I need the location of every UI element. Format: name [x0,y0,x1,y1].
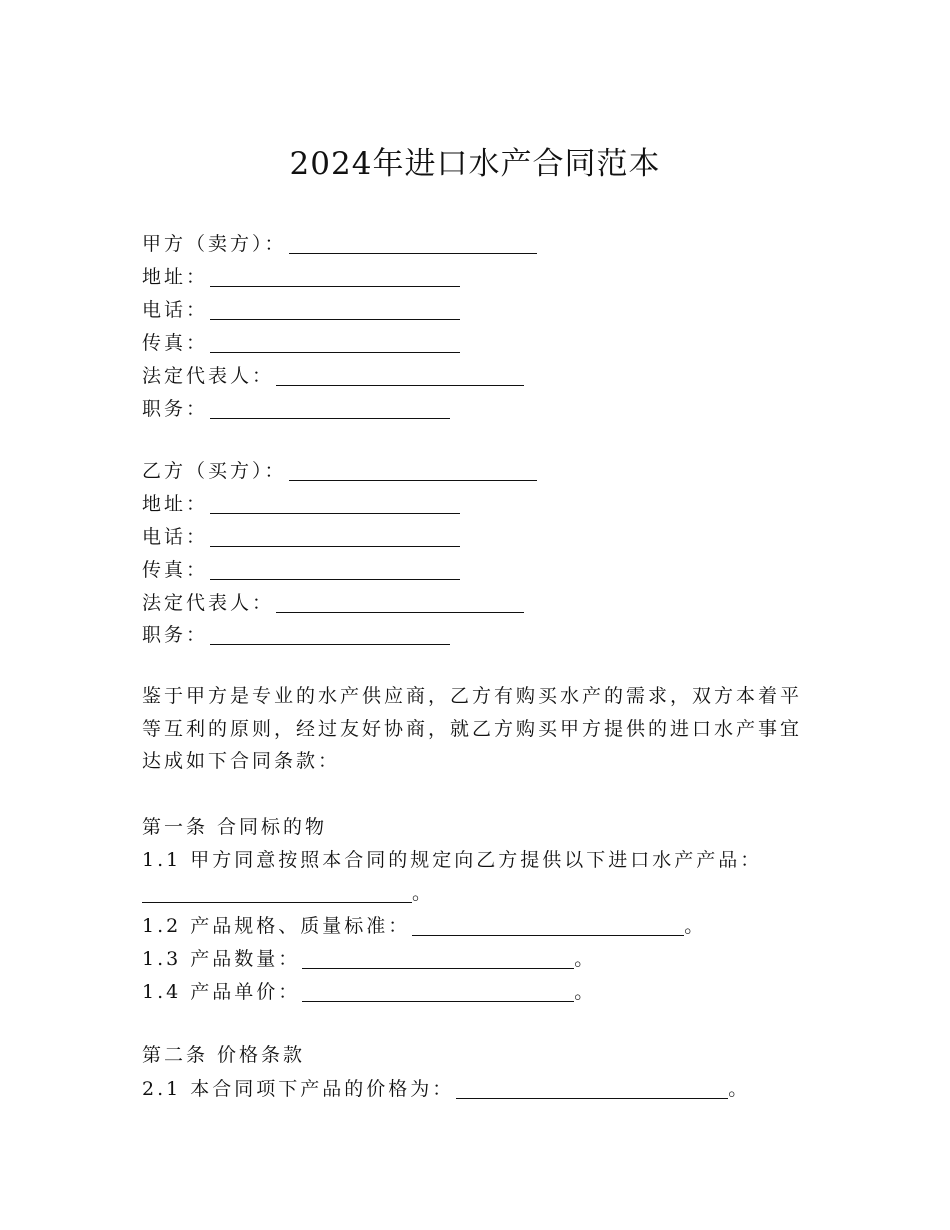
party-b-phone-label: 电话： [142,526,209,548]
party-a-phone-blank [210,299,460,320]
party-a-address-line [142,265,460,289]
clause-2-1-period: 。 [728,1078,751,1100]
party-a-position-label: 职务： [142,398,209,420]
party-a-fax-blank [210,332,460,353]
article-1-heading: 第一条 合同标的物 [142,816,328,838]
clause-1-4: 1.4 产品单价： [142,981,301,1003]
article-2-heading: 第二条 价格条款 [142,1044,306,1066]
party-b-address-blank [210,493,460,514]
party-a-fax-line [142,331,460,355]
party-b-phone-blank [210,526,460,547]
preamble-paragraph: 鉴于甲方是专业的水产供应商，乙方有购买水产的需求，双方本着平等互利的原则，经过友好协商，就乙方购买甲方提供的进口水产事宜达成如下合同条款： [142,685,803,773]
party-a-fax-label: 传真： [142,332,209,354]
clause-1-2-blank [412,915,684,936]
party-b-position-blank [210,624,450,645]
clause-1-2-period: 。 [684,915,707,937]
party-a-address-label: 地址： [142,266,209,288]
document-title: 2024年进口水产合同范本 [289,146,661,182]
party-b-legal-rep-line [142,591,524,615]
party-a-position-line [142,397,450,421]
party-a-legal-rep-line [142,364,524,388]
party-a-legal-rep-blank [276,365,524,386]
clause-2-1-line [142,1077,750,1101]
clause-1-3-period: 。 [574,948,597,970]
party-b-address-line [142,492,460,516]
party-b-fax-blank [210,559,460,580]
party-b-label: 乙方（买方）： [142,460,287,482]
party-b-legal-rep-blank [276,592,524,613]
clause-1-1-fill-line [142,881,434,905]
clause-1-1-period: 。 [412,882,435,904]
clause-1-4-line [142,980,596,1004]
party-a-line [142,232,537,256]
party-a-phone-line [142,298,460,322]
party-b-line [142,459,537,483]
party-b-address-label: 地址： [142,493,209,515]
party-a-position-blank [210,398,450,419]
party-b-position-line [142,623,450,647]
party-b-fax-label: 传真： [142,559,209,581]
party-a-name-blank [289,233,537,254]
party-b-position-label: 职务： [142,624,209,646]
clause-2-1-blank [456,1078,728,1099]
clause-1-4-period: 。 [574,981,597,1003]
clause-1-1: 1.1 甲方同意按照本合同的规定向乙方提供以下进口水产产品： [142,849,763,871]
party-b-fax-line [142,558,460,582]
clause-1-4-blank [302,981,574,1002]
party-a-legal-rep-label: 法定代表人： [142,365,275,387]
party-b-name-blank [289,460,537,481]
clause-1-2-line [142,914,706,938]
clause-1-2: 1.2 产品规格、质量标准： [142,915,411,937]
clause-2-1: 2.1 本合同项下产品的价格为： [142,1078,455,1100]
party-b-phone-line [142,525,460,549]
clause-1-1-blank [142,882,412,903]
clause-1-3: 1.3 产品数量： [142,948,301,970]
party-b-legal-rep-label: 法定代表人： [142,592,275,614]
party-a-address-blank [210,266,460,287]
party-a-label: 甲方（卖方）： [142,233,287,255]
clause-1-3-line [142,947,596,971]
clause-1-3-blank [302,948,574,969]
party-a-phone-label: 电话： [142,299,209,321]
